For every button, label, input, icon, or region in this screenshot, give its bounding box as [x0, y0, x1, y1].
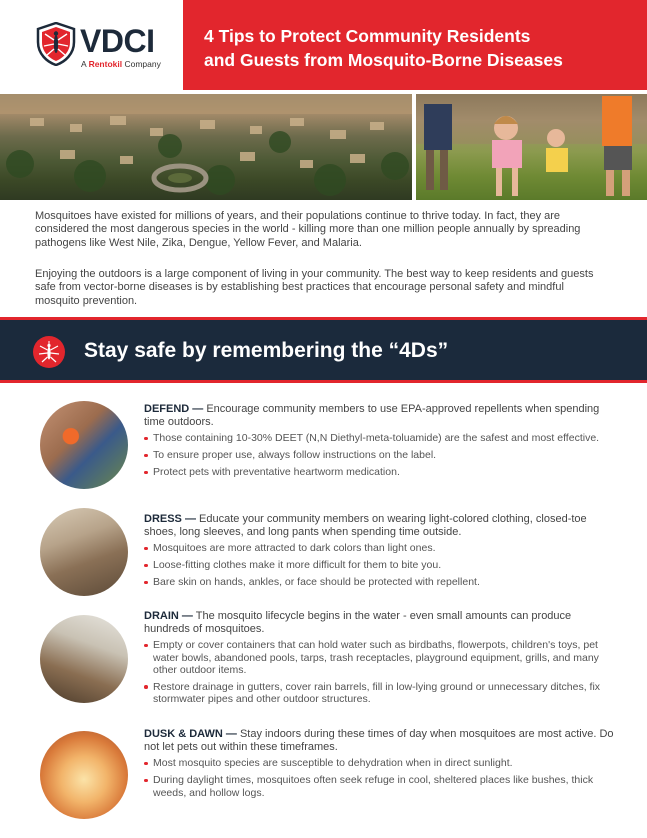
dress-lead [144, 513, 616, 538]
list-item: Restore drainage in gutters, cover rain barrels, fill in low-lying ground or unnecessary ditches, fix stormwater pipes and other outdoor structures. [144, 681, 616, 706]
defend-lead-text: Encourage community members to use EPA-approved repellents when spending time outdoors. [144, 403, 600, 428]
defend-photo [40, 401, 128, 489]
children-illustration [416, 94, 647, 200]
mosquito-icon [33, 336, 65, 368]
tagline-rentokil: Rentokil [88, 59, 123, 69]
children-playing-photo [416, 94, 647, 200]
drain-bullets [144, 639, 616, 706]
list-item: Most mosquito species are susceptible to dehydration when in direct sunlight. [144, 757, 616, 769]
dusk-dawn-lead-text: Stay indoors during these times of day when mosquitoes are most active. Do not let pets out within these timeframes. [144, 728, 614, 753]
brand-name: VDCI [80, 23, 155, 59]
section-defend [144, 403, 616, 483]
dusk-dawn-photo [40, 731, 128, 819]
intro-paragraph-1: Mosquitoes have existed for millions of years, and their populations continue to thrive today. In fact, they are considered the most dangerous species in the world - killing more than one million people annually by spreading pathogens like West Nile, Zika, Dengue, Yellow Fever, and Malaria. [35, 210, 581, 249]
shield-mosquito-icon [36, 22, 76, 66]
list-item: Loose-fitting clothes make it more difficult for them to bite you. [144, 559, 616, 571]
dusk-dawn-bullets [144, 757, 616, 799]
title-banner [183, 0, 647, 90]
logo [0, 0, 183, 90]
intro-paragraph-2: Enjoying the outdoors is a large component of living in your community. The best way to keep residents and guests safe from vector-borne diseases is by establishing best practices that encourage personal safety and mindful mosquito prevention. [35, 268, 594, 307]
dusk-dawn-heading: DUSK & DAWN — [144, 728, 237, 740]
list-item: Mosquitoes are more attracted to dark colors than light ones. [144, 542, 616, 554]
dress-photo [40, 508, 128, 596]
drain-heading: DRAIN — [144, 610, 193, 622]
drain-photo [40, 615, 128, 703]
list-item: Protect pets with preventative heartworm medication. [144, 466, 616, 478]
tagline-suffix: Company [122, 59, 161, 69]
tagline-prefix: A [81, 59, 89, 69]
defend-lead [144, 403, 616, 428]
list-item: Bare skin on hands, ankles, or face should be protected with repellent. [144, 576, 616, 588]
dusk-dawn-lead [144, 728, 616, 753]
list-item: During daylight times, mosquitoes often seek refuge in cool, sheltered places like bushes, thick weeds, and hollow logs. [144, 774, 616, 799]
neighborhood-photo [0, 94, 412, 200]
dress-bullets [144, 542, 616, 588]
list-item: Those containing 10-30% DEET (N,N Diethyl-meta-toluamide) are the safest and most effective. [144, 432, 616, 444]
section-dress [144, 513, 616, 593]
defend-heading: DEFEND — [144, 403, 204, 415]
dress-heading: DRESS — [144, 513, 196, 525]
neighborhood-illustration [0, 94, 412, 200]
brand-tagline [81, 59, 161, 69]
four-ds-banner [0, 317, 647, 383]
dress-lead-text: Educate your community members on wearing light-colored clothing, closed-toe shoes, long sleeves, and long pants when spending time outside. [144, 513, 587, 538]
drain-lead-text: The mosquito lifecycle begins in the water - even small amounts can produce hundreds of mosquitoes. [144, 610, 572, 635]
header [0, 0, 647, 90]
section-dusk-dawn [144, 728, 616, 803]
section-drain [144, 610, 616, 710]
drain-lead [144, 610, 616, 635]
page-title-line1: 4 Tips to Protect Community Residents [204, 26, 531, 46]
banner-heading: Stay safe by remembering the “4Ds” [84, 339, 449, 362]
page-title-line2: and Guests from Mosquito-Borne Diseases [204, 50, 563, 70]
list-item: Empty or cover containers that can hold water such as birdbaths, flowerpots, children's toys, pet water bowls, abandoned pools, tarps, trash receptacles, playground equipment, grills, and many other outdoor items. [144, 639, 616, 676]
list-item: To ensure proper use, always follow instructions on the label. [144, 449, 616, 461]
defend-bullets [144, 432, 616, 478]
page-title [204, 24, 634, 72]
